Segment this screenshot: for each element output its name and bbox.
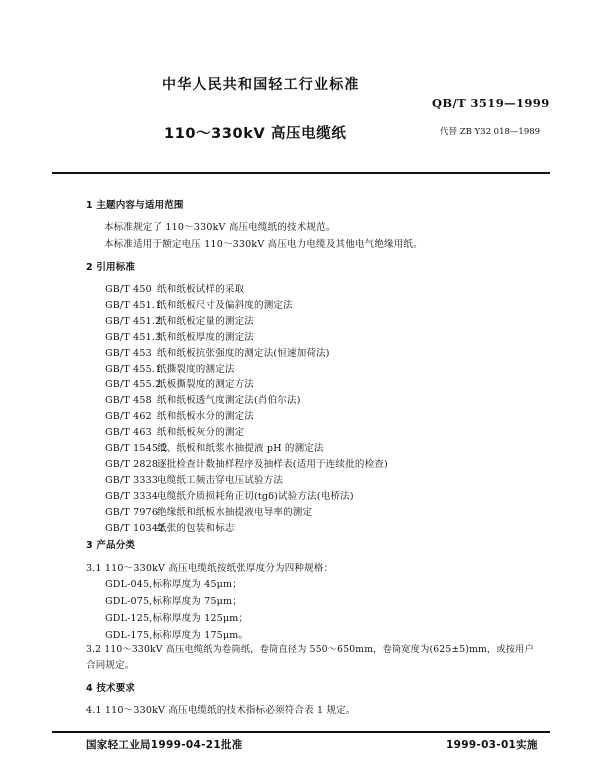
- reference-title: 电缆纸介质损耗角正切(tgδ)试验方法(电桥法): [157, 490, 354, 502]
- reference-title: 纸和纸板试样的采取: [157, 284, 245, 295]
- reference-code: GB/T 462: [105, 411, 152, 423]
- clause-3-2-line-2: 合同规定。: [86, 660, 135, 671]
- reference-item: [105, 441, 388, 457]
- reference-item: [105, 282, 388, 298]
- reference-code: GB/T 3334: [105, 490, 159, 502]
- reference-item: [105, 457, 388, 473]
- grade-item: GDL-075,标称厚度为 75μm；: [105, 596, 242, 607]
- reference-item: [105, 314, 388, 330]
- grade-item: GDL-125,标称厚度为 125μm；: [105, 613, 249, 624]
- industry-standard-title: 中华人民共和国轻工行业标准: [162, 77, 360, 93]
- reference-title: 纸和纸板透气度测定法(肖伯尔法): [157, 395, 301, 407]
- reference-code: GB/T 451.2: [105, 315, 162, 327]
- reference-code: GB/T 463: [105, 427, 152, 439]
- approval-note: 国家轻工业局1999-04-21批准: [86, 739, 243, 751]
- reference-title: 纸、纸板和纸浆水抽提液 pH 的测定法: [157, 443, 324, 455]
- reference-code: GB/T 455.1: [105, 363, 162, 375]
- reference-title: 绝缘纸和纸板水抽提液电导率的测定: [157, 506, 313, 518]
- reference-item: [105, 346, 388, 362]
- references-list: [105, 282, 388, 537]
- reference-title: 纸张的包装和标志: [157, 522, 235, 534]
- reference-code: GB/T 451.3: [105, 331, 162, 343]
- reference-title: 纸和纸板定量的测定法: [157, 315, 255, 327]
- reference-code: GB/T 458: [105, 395, 152, 407]
- section-1-heading: 1 主题内容与适用范围: [86, 200, 184, 211]
- clause-3-1: 3.1 110～330kV 高压电缆纸按纸张厚度分为四种规格：: [86, 563, 334, 574]
- reference-item: [105, 298, 388, 314]
- reference-code: GB/T 1545.2: [105, 443, 168, 455]
- reference-code: GB/T 10342: [105, 522, 165, 534]
- header-divider: [52, 172, 550, 174]
- reference-title: 纸和纸板灰分的测定: [157, 427, 245, 439]
- reference-title: 纸和纸板尺寸及偏斜度的测定法: [157, 299, 293, 311]
- reference-title: 逐批检查计数抽样程序及抽样表(适用于连续批的检查): [157, 458, 388, 470]
- grade-item: GDL-175,标称厚度为 175μm。: [105, 630, 249, 641]
- reference-item: [105, 330, 388, 346]
- reference-code: GB/T 450: [105, 284, 152, 295]
- grade-item: GDL-045,标称厚度为 45μm；: [105, 579, 242, 590]
- standard-number: QB/T 3519—1999: [432, 96, 550, 110]
- reference-title: 纸板撕裂度的测定方法: [157, 379, 255, 391]
- replaces-note: 代替 ZB Y32 018—1989: [440, 127, 541, 137]
- reference-item: [105, 489, 388, 505]
- reference-code: GB/T 3333: [105, 474, 159, 486]
- reference-item: [105, 505, 388, 521]
- clause-3-2-line-1: 3.2 110～330kV 高压电缆纸为卷筒纸，卷筒直径为 550～650mm，卷筒宽度为(625±5)mm，或按用户: [86, 644, 534, 655]
- section-4-heading: 4 技术要求: [86, 683, 136, 694]
- reference-title: 纸撕裂度的测定法: [157, 363, 235, 375]
- reference-code: GB/T 2828: [105, 458, 159, 470]
- section-3-heading: 3 产品分类: [86, 540, 136, 551]
- document-title: 110～330kV 高压电缆纸: [164, 126, 347, 142]
- section-1-para-2: 本标准适用于额定电压 110～330kV 高压电力电缆及其他电气绝缘用纸。: [104, 239, 423, 250]
- reference-title: 电缆纸工频击穿电压试验方法: [157, 474, 284, 486]
- reference-item: [105, 393, 388, 409]
- section-2-heading: 2 引用标准: [86, 262, 136, 273]
- reference-item: [105, 521, 388, 537]
- reference-title: 纸和纸板水分的测定法: [157, 411, 255, 423]
- reference-item: [105, 473, 388, 489]
- grade-list: [105, 576, 248, 644]
- footer-divider: [52, 731, 550, 733]
- clause-4-1: 4.1 110～330kV 高压电缆纸的技术指标必须符合表 1 规定。: [86, 705, 356, 716]
- reference-code: GB/T 7976: [105, 506, 159, 518]
- reference-code: GB/T 455.2: [105, 379, 162, 391]
- reference-item: [105, 362, 388, 378]
- section-1-para-1: 本标准规定了 110～330kV 高压电缆纸的技术规范。: [104, 222, 336, 233]
- reference-item: [105, 377, 388, 393]
- effective-date: 1999-03-01实施: [446, 739, 538, 751]
- reference-item: [105, 425, 388, 441]
- reference-code: GB/T 453: [105, 347, 152, 359]
- reference-title: 纸和纸板抗张强度的测定法(恒速加荷法): [157, 347, 330, 359]
- reference-code: GB/T 451.1: [105, 299, 162, 311]
- reference-item: [105, 409, 388, 425]
- reference-title: 纸和纸板厚度的测定法: [157, 331, 255, 343]
